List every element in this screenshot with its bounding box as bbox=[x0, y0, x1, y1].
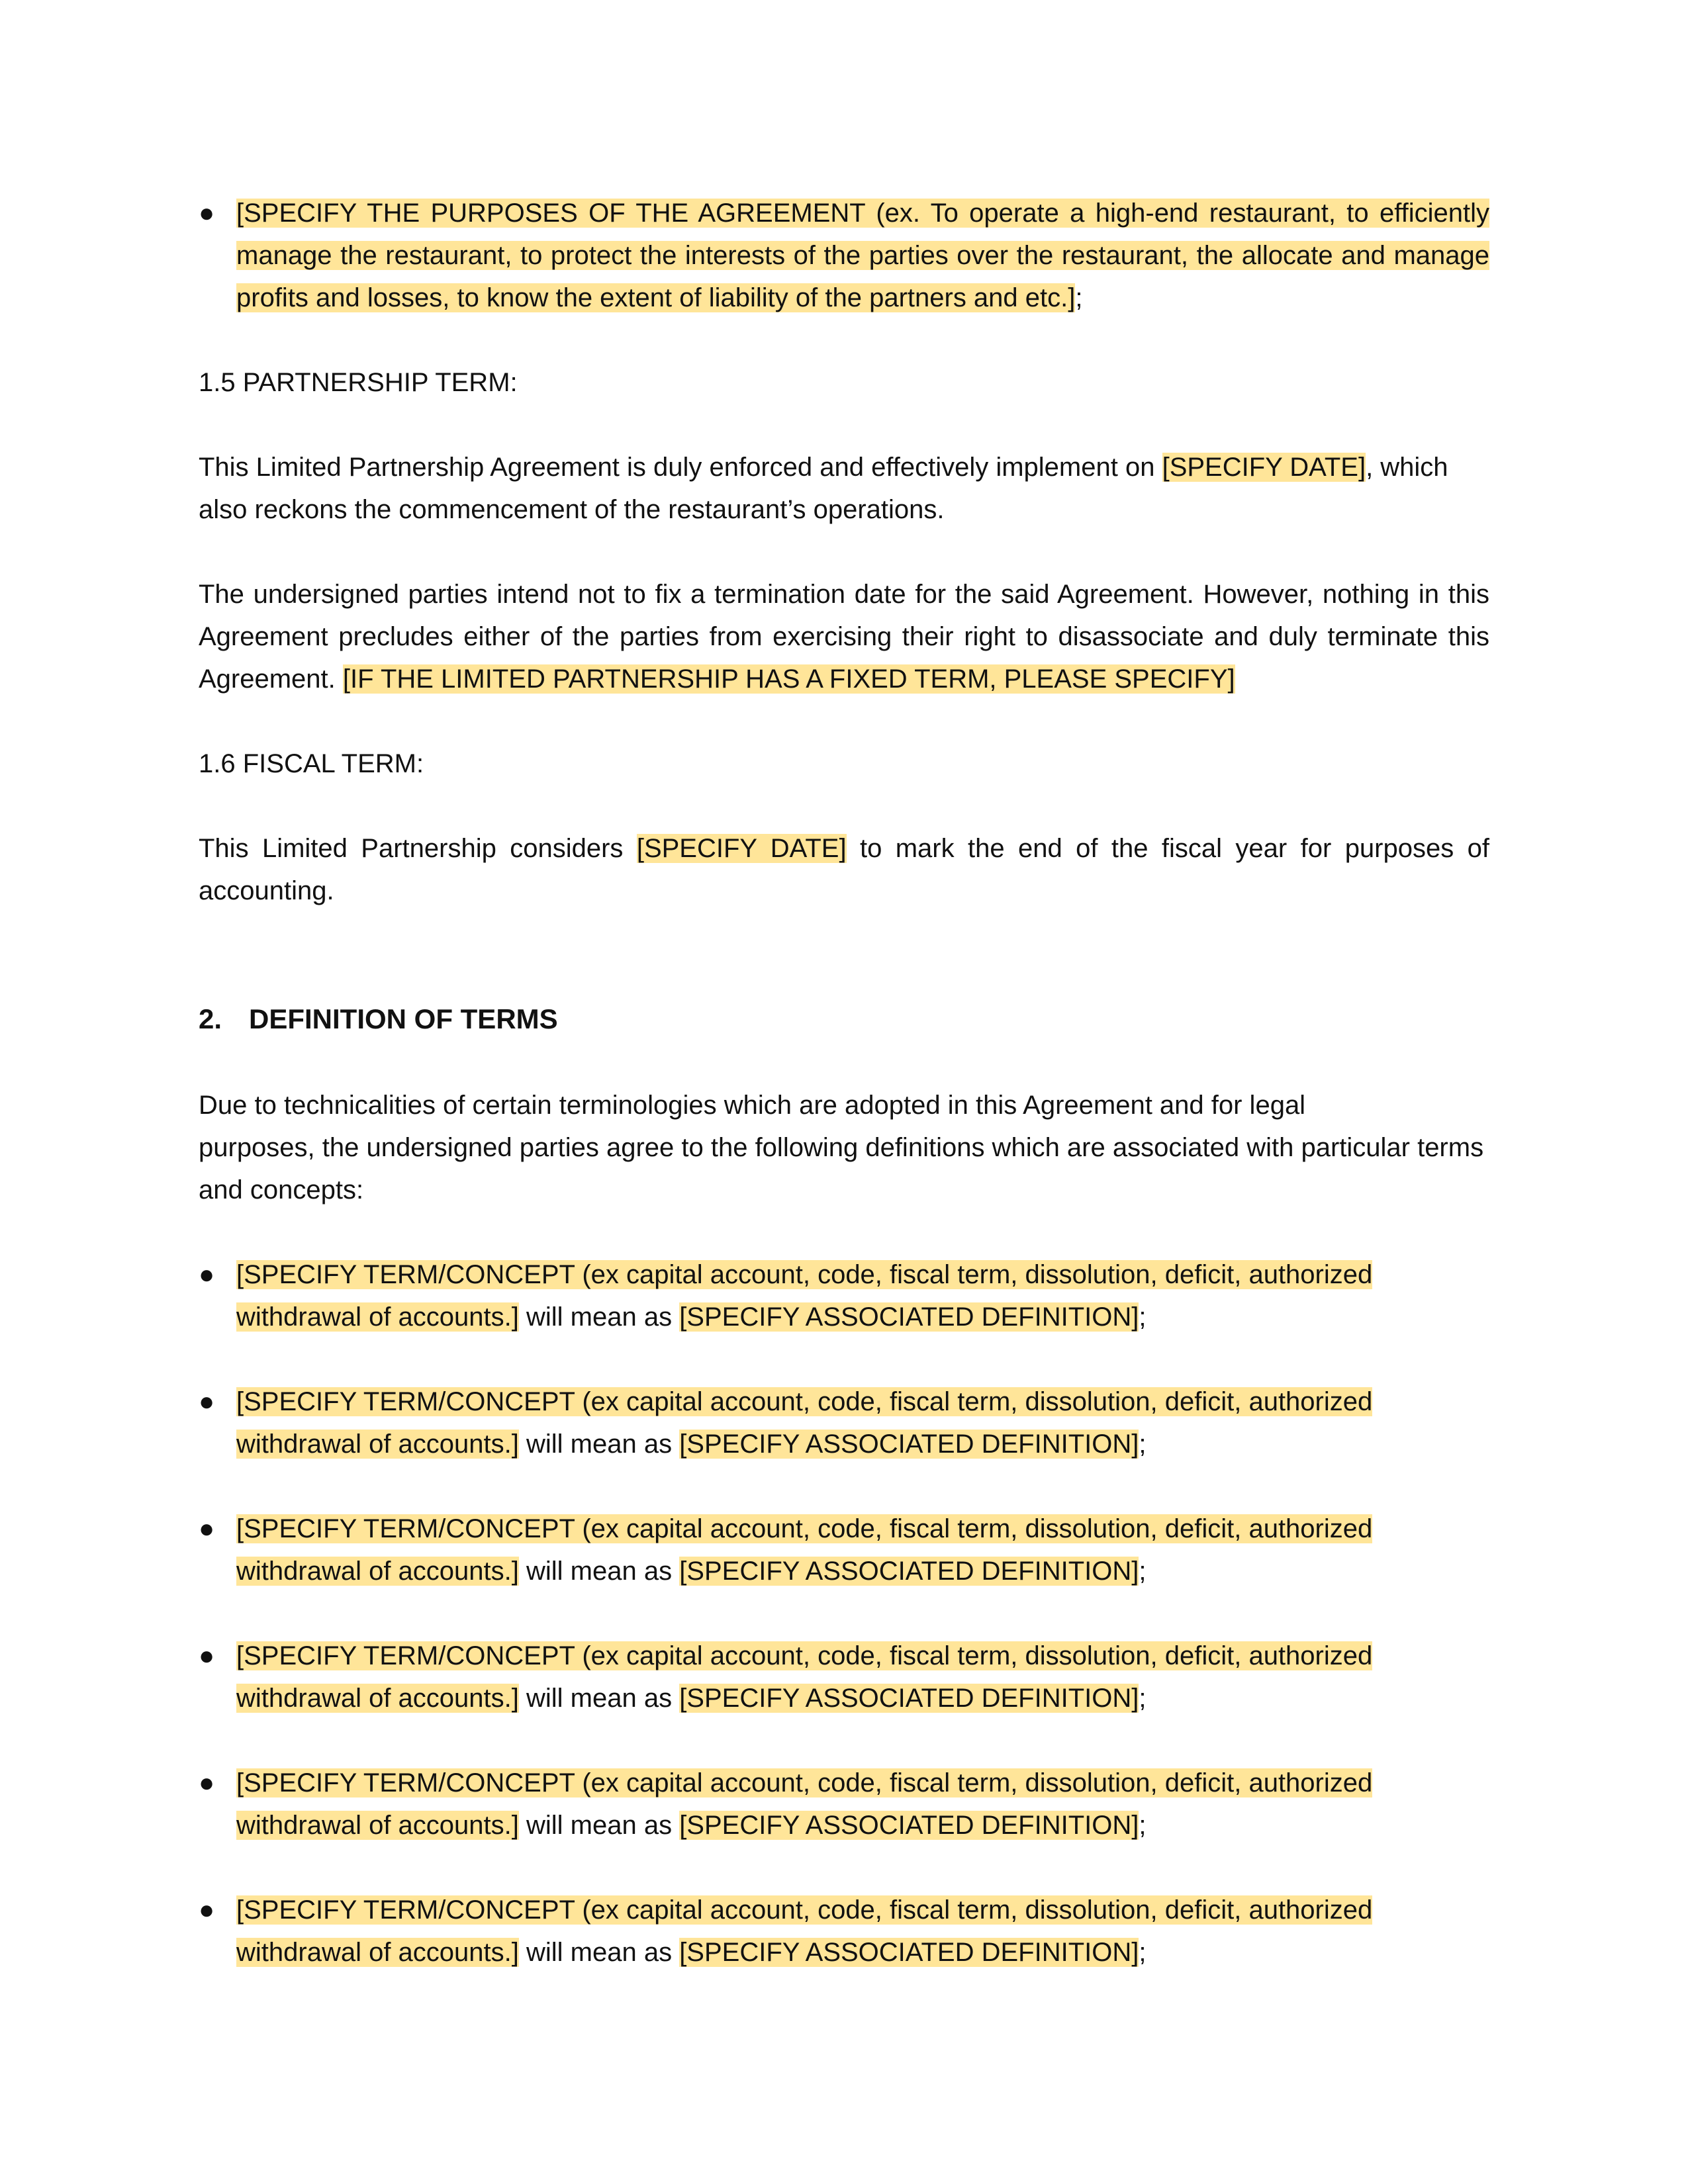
bullet-icon: ● bbox=[199, 1895, 215, 1925]
definition-item bbox=[199, 1762, 1489, 1846]
bullet-icon: ● bbox=[199, 1641, 215, 1670]
bullet-icon: ● bbox=[199, 199, 215, 228]
section-1-5-heading: 1.5 PARTNERSHIP TERM: bbox=[199, 368, 518, 397]
term-placeholder: [SPECIFY TERM/CONCEPT (ex capital account, code, fiscal term, dissolution, deficit, authorized withdrawal of accounts.] bbox=[236, 1387, 1373, 1459]
bullet-icon: ● bbox=[199, 1768, 215, 1797]
term-placeholder: [SPECIFY TERM/CONCEPT (ex capital account, code, fiscal term, dissolution, deficit, authorized withdrawal of accounts.] bbox=[236, 1260, 1373, 1332]
term-placeholder: [SPECIFY TERM/CONCEPT (ex capital account, code, fiscal term, dissolution, deficit, authorized withdrawal of accounts.] bbox=[236, 1514, 1373, 1586]
text-span: The undersigned parties intend not to fix a termination date for the said Agreement. However, nothing in this Agreement precludes either of the parties from exercising their right to disassociate and duly terminate this Agreement. bbox=[199, 580, 1489, 694]
definitions-list bbox=[199, 1253, 1489, 1974]
text-span: will mean as bbox=[518, 1302, 680, 1332]
fiscal-term-paragraph bbox=[199, 827, 1489, 912]
bullet-icon: ● bbox=[199, 1514, 215, 1543]
text-span: will mean as bbox=[518, 1430, 680, 1459]
purpose-bullet-item bbox=[199, 192, 1489, 319]
definition-item bbox=[199, 1253, 1489, 1338]
definition-placeholder: [SPECIFY ASSOCIATED DEFINITION] bbox=[679, 1938, 1139, 1967]
definitions-intro-paragraph bbox=[199, 1084, 1489, 1211]
date-placeholder: [SPECIFY DATE] bbox=[1162, 453, 1366, 482]
document-page bbox=[199, 192, 1489, 2016]
purpose-suffix: ; bbox=[1075, 283, 1083, 312]
term-placeholder: [SPECIFY TERM/CONCEPT (ex capital account, code, fiscal term, dissolution, deficit, authorized withdrawal of accounts.] bbox=[236, 1641, 1373, 1713]
text-span: ; bbox=[1139, 1684, 1147, 1713]
partnership-term-paragraph-1 bbox=[199, 446, 1489, 531]
section-2-heading bbox=[199, 998, 1489, 1040]
text-span: will mean as bbox=[518, 1684, 680, 1713]
term-placeholder: [SPECIFY TERM/CONCEPT (ex capital account, code, fiscal term, dissolution, deficit, authorized withdrawal of accounts.] bbox=[236, 1768, 1373, 1840]
definition-placeholder: [SPECIFY ASSOCIATED DEFINITION] bbox=[679, 1302, 1139, 1332]
definition-item bbox=[199, 1381, 1489, 1465]
text-span: will mean as bbox=[518, 1811, 680, 1840]
section-number: 2. bbox=[199, 1003, 222, 1034]
text-span: ; bbox=[1139, 1302, 1147, 1332]
text-span: , which also reckons the commencement of the restaurant’s operations. bbox=[199, 453, 1448, 524]
text-span: ; bbox=[1139, 1938, 1147, 1967]
definition-item bbox=[199, 1508, 1489, 1592]
partnership-term-paragraph-2 bbox=[199, 573, 1489, 700]
section-1-6-heading: 1.6 FISCAL TERM: bbox=[199, 749, 424, 778]
definition-placeholder: [SPECIFY ASSOCIATED DEFINITION] bbox=[679, 1557, 1139, 1586]
date-placeholder: [SPECIFY DATE] bbox=[636, 834, 847, 863]
text-span: will mean as bbox=[518, 1557, 680, 1586]
bullet-icon: ● bbox=[199, 1387, 215, 1416]
definition-item bbox=[199, 1889, 1489, 1974]
bullet-icon: ● bbox=[199, 1260, 215, 1289]
text-span: to mark the end of the fiscal year for purposes of accounting. bbox=[199, 834, 1489, 905]
text-span: ; bbox=[1139, 1811, 1147, 1840]
definition-placeholder: [SPECIFY ASSOCIATED DEFINITION] bbox=[679, 1811, 1139, 1840]
text-span: ; bbox=[1139, 1557, 1147, 1586]
definition-placeholder: [SPECIFY ASSOCIATED DEFINITION] bbox=[679, 1684, 1139, 1713]
definition-placeholder: [SPECIFY ASSOCIATED DEFINITION] bbox=[679, 1430, 1139, 1459]
term-placeholder: [SPECIFY TERM/CONCEPT (ex capital account, code, fiscal term, dissolution, deficit, authorized withdrawal of accounts.] bbox=[236, 1895, 1373, 1967]
definition-item bbox=[199, 1635, 1489, 1719]
text-span: This Limited Partnership Agreement is duly enforced and effectively implement on bbox=[199, 453, 1162, 482]
intro-line-1: Due to technicalities of certain terminologies which are adopted in this Agreement and for legal bbox=[199, 1091, 1306, 1120]
purpose-placeholder: [SPECIFY THE PURPOSES OF THE AGREEMENT (ex. To operate a high-end restaurant, to efficiently manage the restaurant, to protect the interests of the parties over the restaurant, the allocate and manage profits and losses, to know the extent of liability of the partners and etc.] bbox=[236, 199, 1489, 312]
text-span: This Limited Partnership considers bbox=[199, 834, 637, 863]
intro-line-2: purposes, the undersigned parties agree to the following definitions which are associated with particular terms and concepts: bbox=[199, 1133, 1484, 1205]
section-title: DEFINITION OF TERMS bbox=[249, 1003, 558, 1034]
text-span: ; bbox=[1139, 1430, 1147, 1459]
fixed-term-placeholder: [IF THE LIMITED PARTNERSHIP HAS A FIXED TERM, PLEASE SPECIFY] bbox=[342, 664, 1235, 694]
text-span: will mean as bbox=[518, 1938, 680, 1967]
